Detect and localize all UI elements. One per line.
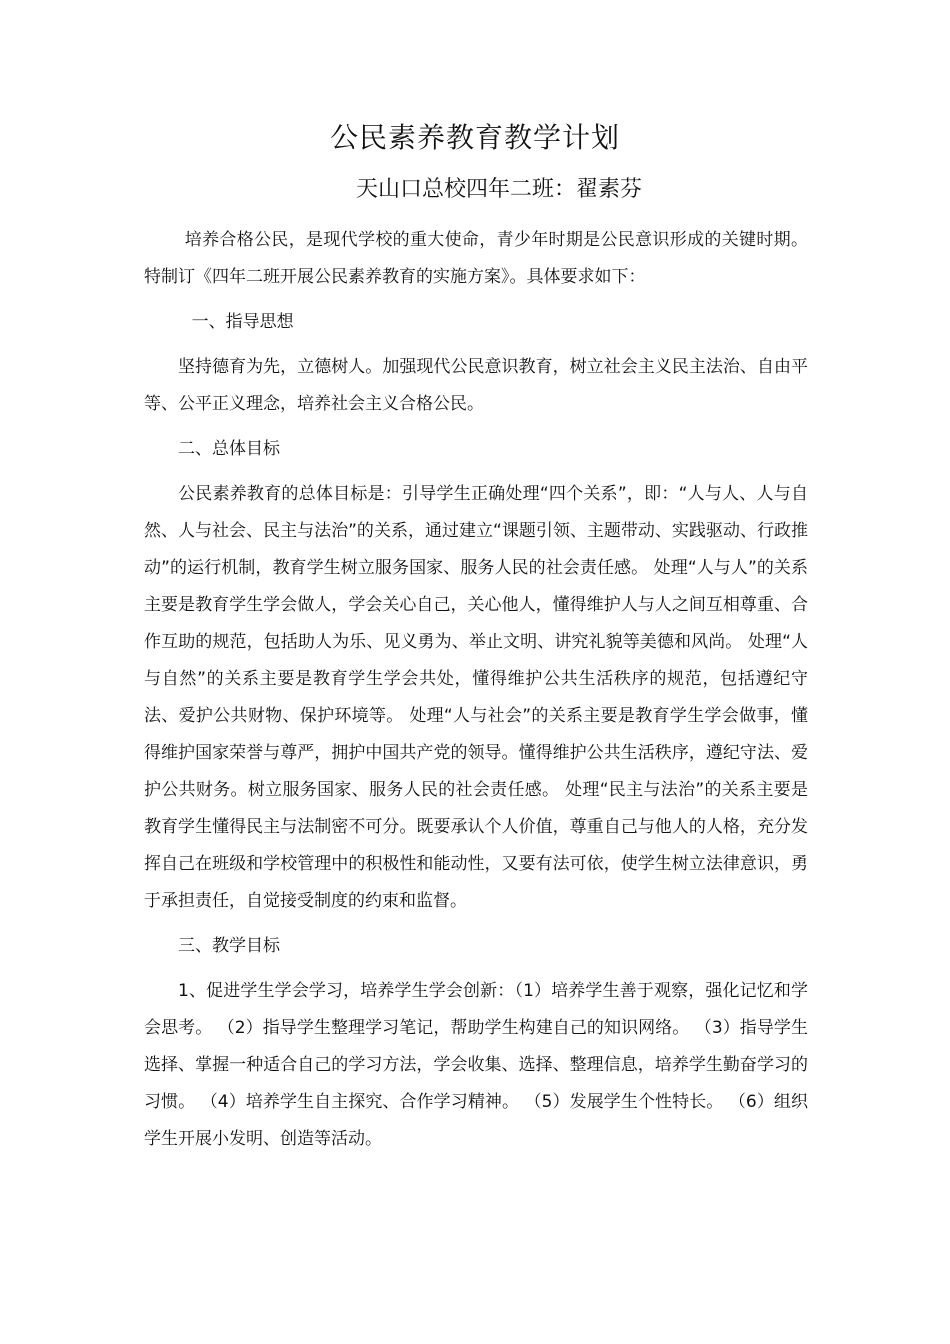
section-paragraph-overall-goals: 公民素养教育的总体目标是：引导学生正确处理“四个关系”，即：“人与人、人与自然、人与社会、民主与法治”的关系，通过建立“课题引领、主题带动、实践驱动、行政推动”的运行机制，教育学生树立服务国家、服务人民的社会责任感。 处理“人与人”的关系主要是教育学生学会做人，学会关心自己，关心他人，懂得维护人与人之间互相尊重、合作互助的规范，包括助人为乐、见义勇为、举止文明、讲究礼貌等美德和风尚。 处理“人与自然”的关系主要是教育学生学会共处，懂得维护公共生活秩序的规范，包括遵纪守法、爱护公共财物、保护环境等。 处理“人与社会”的关系主要是教育学生学会做事，懂得维护国家荣誉与尊严，拥护中国共产党的领导。懂得维护公共生活秩序，遵纪守法、爱护公共财务。树立服务国家、服务人民的社会责任感。 处理“民主与法治”的关系主要是教育学生懂得民主与法制密不可分。既要承认个人价值，尊重自己与他人的人格，充分发挥自己在班级和学校管理中的积极性和能动性，又要有法可依，使学生树立法律意识，勇于承担责任，自觉接受制度的约束和监督。 [144,484,808,911]
section-heading-overall-goals: 二、总体目标 [178,439,280,459]
document-body [144,222,808,1158]
section-heading-guiding-ideology: 一、指导思想 [191,312,294,332]
section-paragraph-guiding-ideology: 坚持德育为先，立德树人。加强现代公民意识教育，树立社会主义民主法治、自由平等、公平正义理念，培养社会主义合格公民。 [144,357,808,414]
section-paragraph-teaching-goals: 1、促进学生学会学习，培养学生学会创新：（1）培养学生善于观察，强化记忆和学会思考。 （2）指导学生整理学习笔记，帮助学生构建自己的知识网络。 （3）指导学生选择、掌握一种适合自己的学习方法，学会收集、选择、整理信息，培养学生勤奋学习的习惯。 （4）培养学生自主探究、合作学习精神。 （5）发展学生个性特长。 （6）组织学生开展小发明、创造等活动。 [144,981,808,1149]
intro-paragraph: 培养合格公民，是现代学校的重大使命，青少年时期是公民意识形成的关键时期。特制订《四年二班开展公民素养教育的实施方案》。具体要求如下： [144,230,808,287]
page-subtitle: 天山口总校四年二班：翟素芬 [356,177,643,202]
page-title: 公民素养教育教学计划 [329,121,620,154]
section-heading-teaching-goals: 三、教学目标 [178,936,280,956]
